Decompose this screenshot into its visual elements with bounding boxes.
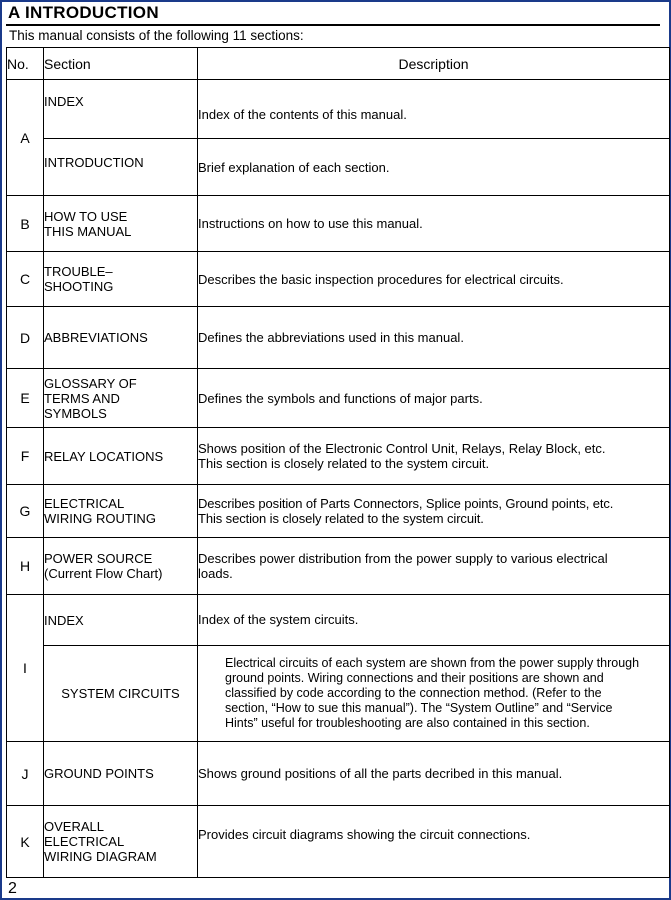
row-number: J xyxy=(7,742,44,806)
section-description: Index of the system circuits. xyxy=(198,595,670,646)
page-title: A INTRODUCTION xyxy=(8,3,159,22)
section-name: INDEX xyxy=(44,595,198,646)
row-number: H xyxy=(7,538,44,595)
table-row xyxy=(7,742,670,806)
table-row xyxy=(7,369,670,428)
row-number: E xyxy=(7,369,44,428)
section-name: ELECTRICAL WIRING ROUTING xyxy=(44,485,198,538)
table-row xyxy=(7,139,670,196)
section-name: INDEX xyxy=(44,80,198,139)
sections-table xyxy=(6,47,670,878)
section-name: SYSTEM CIRCUITS xyxy=(44,646,198,742)
section-name: HOW TO USE THIS MANUAL xyxy=(44,196,198,252)
section-description: Shows position of the Electronic Control Unit, Relays, Relay Block, etc. This section is closely related to the system circuit. xyxy=(198,428,670,485)
section-name: RELAY LOCATIONS xyxy=(44,428,198,485)
row-number: D xyxy=(7,307,44,369)
table-row xyxy=(7,485,670,538)
section-description: Provides circuit diagrams showing the circuit connections. xyxy=(198,806,670,878)
title-underline xyxy=(6,24,660,26)
table-row xyxy=(7,80,670,139)
section-name: ABBREVIATIONS xyxy=(44,307,198,369)
row-number: C xyxy=(7,252,44,307)
table-row xyxy=(7,252,670,307)
section-name: GROUND POINTS xyxy=(44,742,198,806)
intro-text: This manual consists of the following 11 sections: xyxy=(9,28,304,43)
section-description: Brief explanation of each section. xyxy=(198,139,670,196)
table-row xyxy=(7,538,670,595)
column-header-section: Section xyxy=(44,48,198,80)
section-name: INTRODUCTION xyxy=(44,139,198,196)
column-header-description: Description xyxy=(198,48,670,80)
section-description: Index of the contents of this manual. xyxy=(198,80,670,139)
section-description: Defines the abbreviations used in this manual. xyxy=(198,307,670,369)
section-name: GLOSSARY OF TERMS AND SYMBOLS xyxy=(44,369,198,428)
section-name: POWER SOURCE (Current Flow Chart) xyxy=(44,538,198,595)
row-number: G xyxy=(7,485,44,538)
section-description: Defines the symbols and functions of major parts. xyxy=(198,369,670,428)
row-number: A xyxy=(7,80,44,196)
row-number: F xyxy=(7,428,44,485)
section-description: Describes the basic inspection procedures for electrical circuits. xyxy=(198,252,670,307)
table-row xyxy=(7,428,670,485)
table-row xyxy=(7,806,670,878)
column-header-no: No. xyxy=(7,48,44,80)
table-row xyxy=(7,646,670,742)
table-row xyxy=(7,307,670,369)
page-number: 2 xyxy=(8,880,17,897)
row-number: B xyxy=(7,196,44,252)
table-header-row xyxy=(7,48,670,80)
row-number: K xyxy=(7,806,44,878)
section-description: Shows ground positions of all the parts decribed in this manual. xyxy=(198,742,670,806)
section-description: Electrical circuits of each system are shown from the power supply through ground points. Wiring connections and their positions are shown and classified by code according to the connection method. (Refer to the section, “How to sue this manual”). The “System Outline” and “Service Hints” useful for troubleshooting are also contained in this section. xyxy=(198,646,670,742)
section-name: TROUBLE– SHOOTING xyxy=(44,252,198,307)
table-row xyxy=(7,595,670,646)
section-description: Instructions on how to use this manual. xyxy=(198,196,670,252)
section-name: OVERALL ELECTRICAL WIRING DIAGRAM xyxy=(44,806,198,878)
section-description: Describes power distribution from the power supply to various electrical loads. xyxy=(198,538,670,595)
table-row xyxy=(7,196,670,252)
section-description: Describes position of Parts Connectors, Splice points, Ground points, etc. This section is closely related to the system circuit. xyxy=(198,485,670,538)
row-number: I xyxy=(7,595,44,742)
